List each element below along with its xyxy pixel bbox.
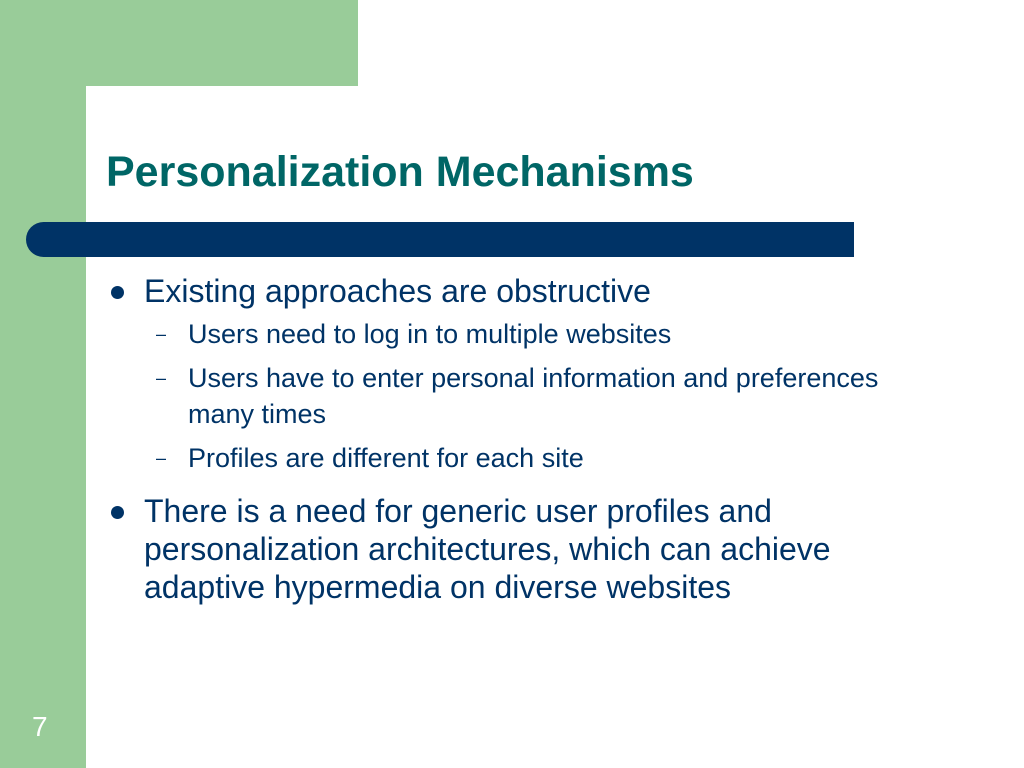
sub-bullet-list	[106, 316, 946, 476]
bullet-text: Existing approaches are obstructive	[144, 273, 651, 309]
sub-bullet-item	[106, 316, 946, 352]
sub-bullet-item	[106, 360, 946, 432]
dash-icon: –	[156, 368, 167, 388]
bullet-dot-icon	[111, 286, 124, 299]
sub-bullet-text: Users need to log in to multiple websites	[188, 319, 672, 349]
sub-bullet-text: Profiles are different for each site	[188, 443, 584, 473]
bullet-item	[106, 272, 946, 310]
slide-title: Personalization Mechanisms	[106, 148, 694, 196]
bullet-text: There is a need for generic user profiles and personalization architectures, which can achieve adaptive hypermedia on diverse websites	[144, 493, 831, 605]
sub-bullet-item	[106, 440, 946, 476]
green-sidebar	[0, 0, 86, 768]
bullet-item	[106, 492, 946, 606]
dash-icon: –	[156, 448, 167, 468]
bullet-list	[106, 272, 946, 608]
bullet-dot-icon	[111, 506, 124, 519]
sub-bullet-text: Users have to enter personal information and preferences many times	[188, 363, 879, 429]
content-corner	[86, 86, 146, 146]
title-underline-bar	[26, 222, 854, 257]
page-number: 7	[32, 711, 48, 742]
dash-icon: –	[156, 324, 167, 344]
